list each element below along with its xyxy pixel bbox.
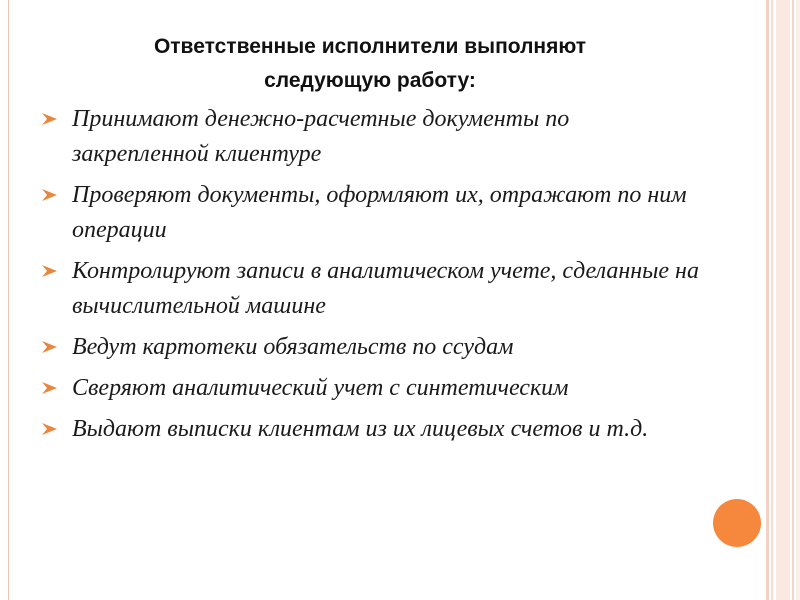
arrowhead-bullet-icon [40,187,60,203]
arrowhead-bullet-icon [40,111,60,127]
slide-title-line: следующую работу: [264,69,476,92]
list-item-text: Проверяют документы, оформляют их, отражают по ним операции [72,182,687,243]
right-border-band [766,0,769,600]
slide-title-line: Ответственные исполнители выполняют [153,35,587,58]
list-item [40,371,700,406]
list-item [40,102,700,172]
list-item-text: Сверяют аналитический учет с синтетическим [72,375,569,401]
arrowhead-bullet-icon [40,339,60,355]
list-item-text: Контролируют записи в аналитическом учете, сделанные на вычислительной машине [72,258,699,319]
right-border-band [771,0,773,600]
orange-circle-icon [713,499,761,547]
list-item-text: Выдают выписки клиентам из их лицевых счетов и т.д. [72,416,649,442]
list-item [40,254,700,324]
arrowhead-bullet-icon [40,421,60,437]
arrowhead-bullet-icon [40,380,60,396]
list-item-text: Принимают денежно-расчетные документы по закрепленной клиентуре [72,106,570,167]
list-item [40,330,700,365]
slide-title [60,30,680,98]
right-border-band [792,0,794,600]
bullet-list [40,102,700,453]
arrowhead-bullet-icon [40,263,60,279]
left-border-line [8,0,9,600]
list-item [40,178,700,248]
list-item [40,412,700,447]
right-border-band [796,0,800,600]
right-border-band [776,0,790,600]
list-item-text: Ведут картотеки обязательств по ссудам [72,334,514,360]
